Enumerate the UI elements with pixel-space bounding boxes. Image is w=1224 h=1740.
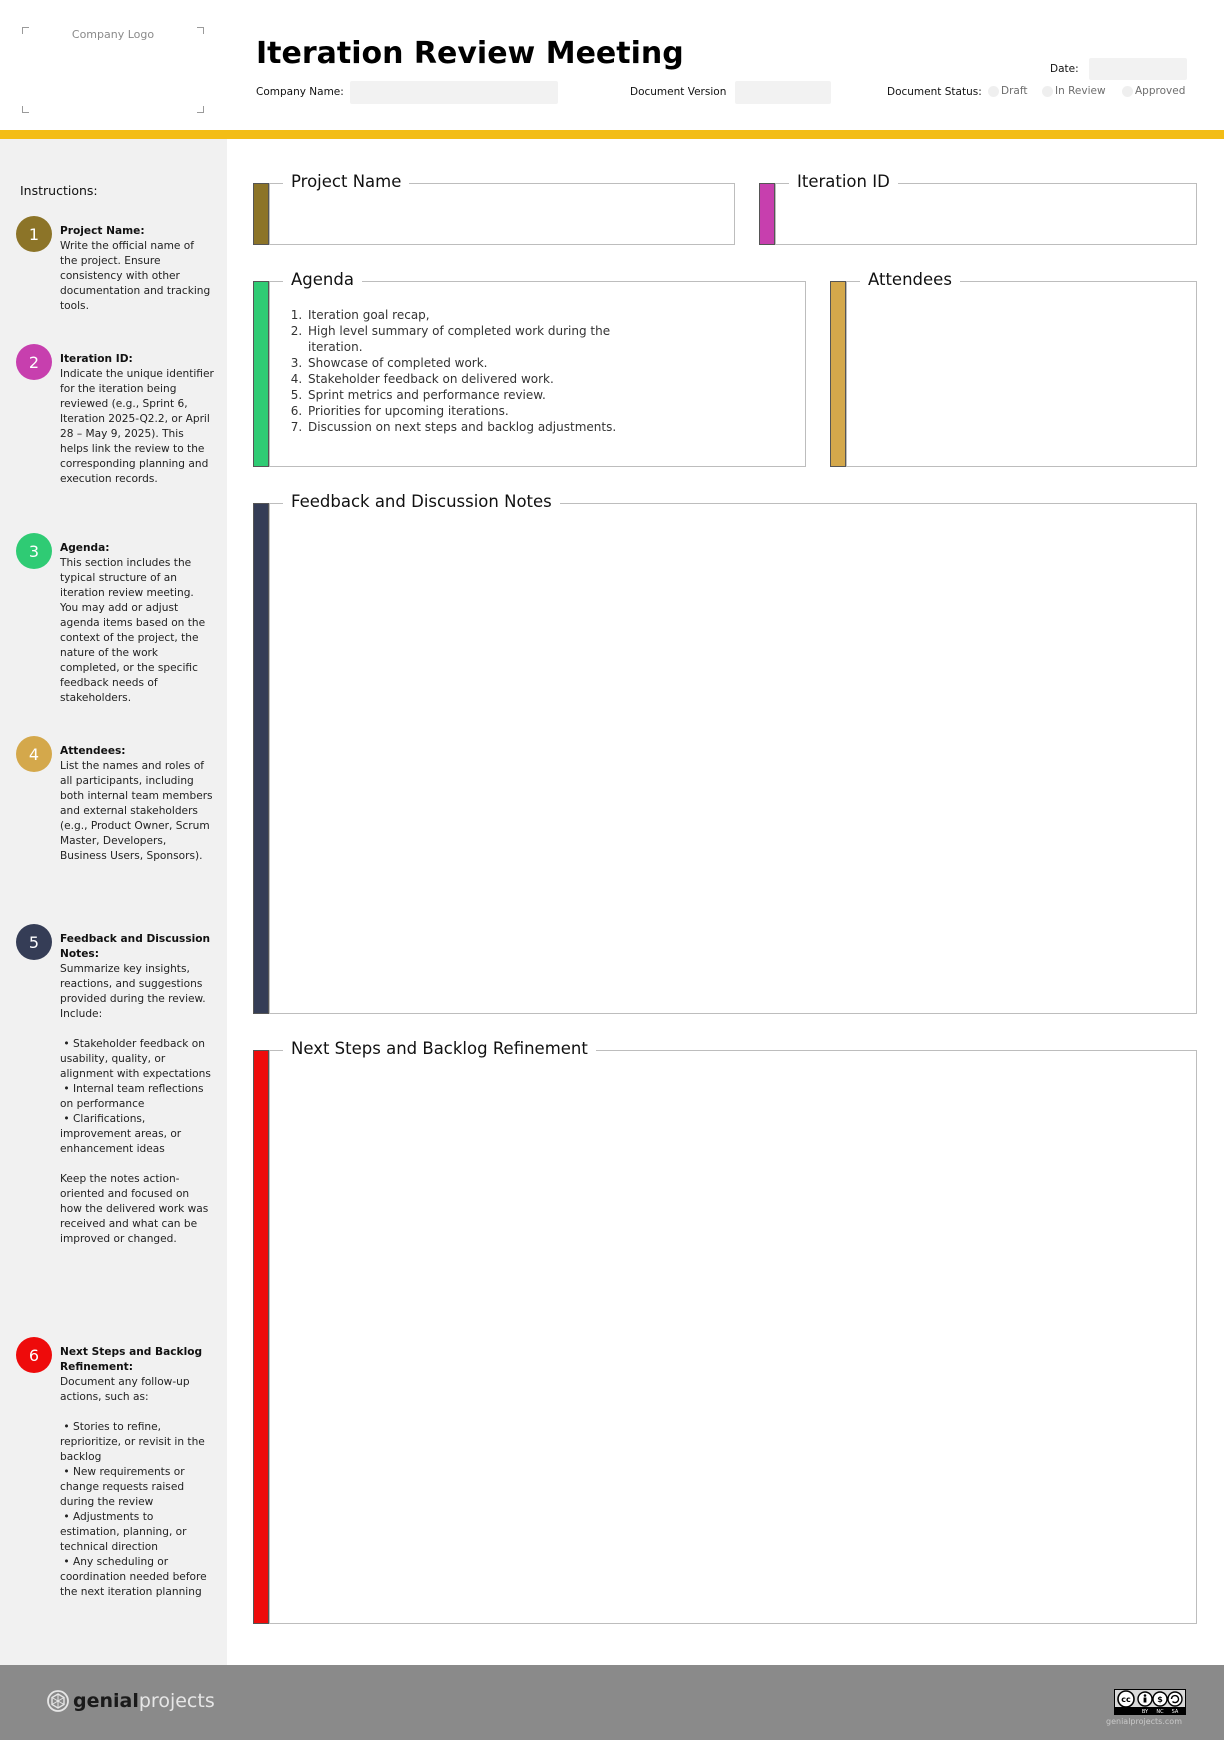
- status-option-label: Approved: [1135, 85, 1186, 97]
- instruction-text: This section includes the typical structure of an iteration review meeting. You may add or adjust agenda items based on the context of the project, the nature of the work completed, or the specific feedback needs of stakeholders.: [60, 557, 209, 704]
- company-name-label: Company Name:: [256, 86, 344, 98]
- instruction-heading: Attendees:: [60, 745, 126, 757]
- status-option-label: In Review: [1055, 85, 1106, 97]
- brand-name-light: projects: [138, 1690, 215, 1712]
- license-tag: SA: [1171, 1709, 1179, 1715]
- cc-glyph: cc: [1121, 1695, 1131, 1704]
- section-title: Feedback and Discussion Notes: [283, 492, 560, 511]
- section-title: Attendees: [860, 270, 960, 289]
- license-tag: NC: [1156, 1709, 1164, 1715]
- status-option-label: Draft: [1001, 85, 1028, 97]
- attendees-section[interactable]: [830, 270, 1197, 467]
- section-color-bar: [253, 503, 269, 1014]
- agenda-item: 6. Priorities for upcoming iterations.: [306, 403, 626, 419]
- attendees-field[interactable]: [846, 281, 1197, 467]
- instruction-text: List the names and roles of all participants, including both internal team members and external stakeholders (e.g., Product Owner, Scrum Master, Developers, Business Users, Sponsors).: [60, 760, 216, 862]
- instruction-text: Write the official name of the project. Ensure consistency with other documentation and tracking tools.: [60, 240, 214, 312]
- agenda-item: 2. High level summary of completed work during the iteration.: [306, 323, 626, 355]
- instructions-title: Instructions:: [20, 183, 98, 198]
- footer: [0, 1665, 1224, 1740]
- feedback-section[interactable]: [253, 492, 1197, 1014]
- brand-logo[interactable]: [47, 1690, 215, 1712]
- instructions-sidebar: [0, 139, 227, 1665]
- step-number-badge: 6: [16, 1337, 52, 1373]
- date-field[interactable]: [1089, 58, 1187, 80]
- company-logo-placeholder[interactable]: [22, 27, 204, 113]
- section-title: Agenda: [283, 270, 362, 289]
- step-number-badge: 2: [16, 344, 52, 380]
- logo-placeholder-text: Company Logo: [71, 28, 155, 41]
- header-accent-bar: [0, 130, 1224, 139]
- iteration-id-field[interactable]: [775, 183, 1197, 245]
- section-title: Iteration ID: [789, 172, 898, 191]
- nc-glyph: $: [1157, 1695, 1163, 1704]
- section-title: Project Name: [283, 172, 409, 191]
- agenda-item: 1. Iteration goal recap,: [306, 307, 626, 323]
- section-color-bar: [253, 183, 269, 245]
- agenda-section[interactable]: [253, 270, 806, 467]
- feedback-notes-field[interactable]: [269, 503, 1197, 1014]
- radio-icon: [1122, 86, 1133, 97]
- section-title: Next Steps and Backlog Refinement: [283, 1039, 596, 1058]
- step-number-badge: 5: [16, 924, 52, 960]
- instruction-text: Summarize key insights, reactions, and suggestions provided during the review. Include: • Stakeholder feedback on usability, quality, or alignment with expectations • Internal team reflections on performance • Clarifications, improvement areas, or enhancement ideas Keep the notes action-oriented and focused on how the delivered work was received and what can be improved or changed.: [60, 963, 211, 1245]
- radio-icon: [988, 86, 999, 97]
- step-number-badge: 1: [16, 216, 52, 252]
- genial-projects-logo-icon: [47, 1690, 69, 1712]
- instruction-heading: Feedback and Discussion Notes:: [60, 933, 211, 960]
- status-option-approved[interactable]: [1122, 85, 1185, 97]
- license-tag: BY: [1141, 1709, 1149, 1715]
- next-steps-field[interactable]: [269, 1050, 1197, 1624]
- status-option-draft[interactable]: [988, 85, 1027, 97]
- footer-website[interactable]: genialprojects.com: [1106, 1717, 1182, 1726]
- project-name-field[interactable]: [269, 183, 735, 245]
- instruction-heading: Project Name:: [60, 225, 145, 237]
- agenda-item: 7. Discussion on next steps and backlog adjustments.: [306, 419, 626, 435]
- step-number-badge: 4: [16, 736, 52, 772]
- agenda-item: 5. Sprint metrics and performance review.: [306, 387, 626, 403]
- logo-corner-mark: [197, 106, 204, 113]
- instruction-heading: Agenda:: [60, 542, 110, 554]
- iteration-id-section[interactable]: [759, 172, 1197, 245]
- instruction-heading: Iteration ID:: [60, 353, 133, 365]
- section-color-bar: [253, 281, 269, 467]
- page-title: Iteration Review Meeting: [256, 36, 684, 71]
- document-status-label: Document Status:: [887, 86, 982, 98]
- project-name-section[interactable]: [253, 172, 735, 245]
- agenda-item: 3. Showcase of completed work.: [306, 355, 626, 371]
- company-name-field[interactable]: [350, 81, 558, 104]
- next-steps-section[interactable]: [253, 1039, 1197, 1624]
- radio-icon: [1042, 86, 1053, 97]
- document-version-label: Document Version: [630, 86, 727, 98]
- step-number-badge: 3: [16, 533, 52, 569]
- instruction-text: Indicate the unique identifier for the iteration being reviewed (e.g., Sprint 6, Iteration 2025-Q2.2, or April 28 – May 9, 2025). This helps link the review to the corresponding planning and execution records.: [60, 368, 218, 485]
- brand-name-bold: genial: [73, 1690, 139, 1712]
- agenda-item: 4. Stakeholder feedback on delivered work.: [306, 371, 626, 387]
- status-option-in-review[interactable]: [1042, 85, 1106, 97]
- logo-corner-mark: [22, 106, 29, 113]
- section-color-bar: [759, 183, 775, 245]
- cc-by-nc-sa-icon[interactable]: [1114, 1689, 1186, 1715]
- section-color-bar: [253, 1050, 269, 1624]
- section-color-bar: [830, 281, 846, 467]
- date-label: Date:: [1050, 63, 1079, 75]
- agenda-list: [291, 307, 626, 435]
- instruction-heading: Next Steps and Backlog Refinement:: [60, 1346, 203, 1373]
- instruction-text: Document any follow-up actions, such as: • Stories to refine, reprioritize, or revisit in the backlog • New requirements or change requests raised during the review • Adjustments to estimation, planning, or technical direction • Any scheduling or coordination needed before the next iteration planning: [60, 1376, 207, 1598]
- document-version-field[interactable]: [735, 81, 831, 104]
